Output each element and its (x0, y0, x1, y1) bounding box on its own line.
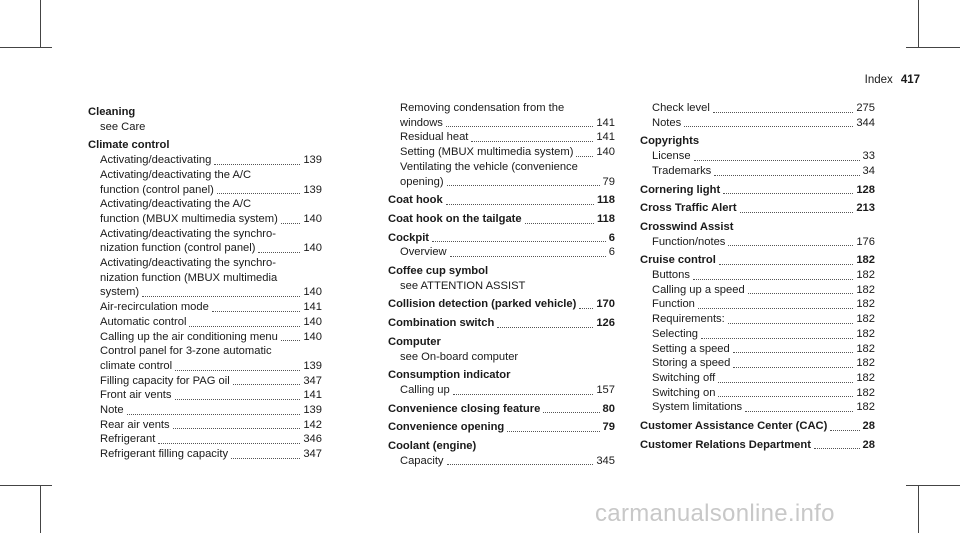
dot-leader (830, 429, 859, 431)
header-title: Index (864, 74, 893, 86)
page-ref: 213 (856, 202, 875, 215)
dot-leader (471, 140, 593, 142)
index-heading: Computer (388, 335, 441, 348)
page-ref: 126 (596, 317, 615, 330)
dot-leader (579, 307, 593, 309)
page-ref: 139 (303, 359, 322, 372)
entry-text: Refrigerant filling capacity (100, 448, 229, 461)
index-heading (640, 438, 875, 453)
dot-leader (714, 174, 859, 176)
index-subentry (640, 400, 875, 415)
dot-leader (175, 369, 300, 371)
index-column-2 (388, 101, 615, 468)
index-subentry (88, 183, 322, 198)
entry-text: Collision detection (parked vehicle) (388, 298, 577, 311)
index-subentry (640, 164, 875, 179)
page-ref: 347 (303, 448, 322, 461)
dot-leader (698, 307, 853, 309)
dot-leader (728, 244, 853, 246)
page-ref: 128 (856, 183, 875, 196)
index-subentry (640, 386, 875, 401)
entry-text: windows (400, 116, 443, 129)
entry-text: Capacity (400, 454, 444, 467)
index-subentry (388, 383, 615, 398)
entry-text: Cornering light (640, 183, 721, 196)
page-ref: 33 (862, 150, 875, 163)
dot-leader (447, 184, 600, 186)
dot-leader (740, 211, 854, 213)
index-subentry (88, 285, 322, 300)
entry-text: Setting a speed (652, 342, 730, 355)
entry-text: Storing a speed (652, 357, 731, 370)
crop-mark (40, 485, 41, 533)
index-subentry (640, 149, 875, 164)
entry-text: Calling up the air conditioning menu (100, 330, 278, 343)
entry-text: Function (652, 298, 695, 311)
page-ref: 118 (596, 212, 615, 225)
page-ref: 347 (303, 374, 322, 387)
index-subentry: Removing condensation from the (400, 102, 565, 114)
index-heading (640, 419, 875, 434)
index-heading: Coffee cup symbol (388, 265, 489, 278)
index-subentry (88, 403, 322, 418)
entry-text: Overview (400, 246, 447, 259)
index-heading (640, 183, 875, 198)
entry-text: Function/notes (652, 235, 726, 248)
page-ref: 182 (856, 313, 875, 326)
page-ref: 139 (303, 404, 322, 417)
page-ref: 28 (862, 438, 875, 451)
entry-text: License (652, 150, 691, 163)
dot-leader (718, 395, 853, 397)
dot-leader (497, 326, 593, 328)
page-ref: 140 (303, 315, 322, 328)
dot-leader (748, 292, 854, 294)
dot-leader (728, 322, 854, 324)
watermark-text: carmanualsonline.info (595, 500, 835, 527)
entry-text: Switching on (652, 386, 716, 399)
page-ref: 141 (596, 131, 615, 144)
crop-mark (906, 485, 960, 486)
entry-text: function (control panel) (100, 183, 214, 196)
index-subentry (388, 454, 615, 469)
entry-text: Calling up (400, 383, 450, 396)
index-subentry: Control panel for 3-zone automatic (100, 345, 272, 358)
entry-text: opening) (400, 175, 444, 188)
dot-leader (158, 442, 300, 444)
page-ref: 182 (856, 269, 875, 282)
index-heading: Climate control (88, 139, 170, 152)
index-subentry (640, 235, 875, 250)
dot-leader (453, 393, 594, 395)
dot-leader (450, 255, 606, 257)
entry-text: Refrigerant (100, 433, 156, 446)
index-subentry (88, 374, 322, 389)
page-ref: 182 (856, 371, 875, 384)
index-subentry (88, 153, 322, 168)
page-ref: 80 (602, 402, 615, 415)
index-subentry: Activating/deactivating the A/C (100, 198, 252, 211)
dot-leader (693, 278, 853, 280)
index-heading (640, 201, 875, 216)
crop-mark (906, 47, 960, 48)
entry-text: Air-recirculation mode (100, 301, 209, 314)
page-ref: 182 (856, 327, 875, 340)
entry-text: Convenience closing feature (388, 402, 541, 415)
index-subentry (388, 175, 615, 190)
crop-mark (0, 485, 52, 486)
entry-text: Calling up a speed (652, 283, 745, 296)
dot-leader (576, 155, 593, 157)
page-ref: 182 (856, 386, 875, 399)
crop-mark (918, 485, 919, 533)
index-subentry: Activating/deactivating the synchro- (100, 227, 276, 240)
page-ref: 182 (856, 357, 875, 370)
page-ref: 140 (303, 286, 322, 299)
index-subentry: see Care (100, 120, 146, 133)
index-subentry (388, 130, 615, 145)
index-subentry: see ATTENTION ASSIST (400, 279, 526, 292)
index-subentry (640, 342, 875, 357)
dot-leader (127, 413, 301, 415)
index-subentry (640, 283, 875, 298)
entry-text: Activating/deactivating (100, 154, 212, 167)
index-heading (388, 402, 615, 417)
entry-text: Coat hook (388, 194, 443, 207)
index-subentry: nization function (MBUX multimedia (100, 271, 278, 284)
page-ref: 140 (303, 242, 322, 255)
dot-leader (446, 125, 593, 127)
dot-leader (733, 366, 853, 368)
dot-leader (212, 310, 301, 312)
crop-mark (0, 47, 52, 48)
page-ref: 275 (856, 102, 875, 114)
entry-text: Requirements: (652, 313, 725, 326)
dot-leader (733, 351, 854, 353)
page-ref: 6 (608, 246, 615, 259)
index-subentry: Ventilating the vehicle (convenience (400, 160, 578, 173)
entry-text: Buttons (652, 269, 690, 282)
index-subentry (88, 432, 322, 447)
entry-text: Note (100, 404, 124, 417)
index-heading: Coolant (engine) (388, 440, 477, 453)
dot-leader (507, 430, 599, 432)
crop-mark (918, 0, 919, 48)
entry-text: Cockpit (388, 231, 430, 244)
page-ref: 6 (608, 231, 615, 244)
entry-text: Setting (MBUX multimedia system) (400, 146, 574, 159)
index-heading: Copyrights (640, 135, 700, 148)
dot-leader (233, 383, 301, 385)
index-subentry (88, 418, 322, 433)
dot-leader (281, 339, 300, 341)
entry-text: Automatic control (100, 315, 187, 328)
index-heading (388, 193, 615, 208)
index-heading (388, 420, 615, 435)
dot-leader (281, 222, 301, 224)
dot-leader (701, 337, 853, 339)
entry-text: Convenience opening (388, 421, 505, 434)
entry-text: Filling capacity for PAG oil (100, 374, 230, 387)
index-subentry (640, 327, 875, 342)
index-subentry (88, 330, 322, 345)
entry-text: Switching off (652, 371, 716, 384)
page-ref: 182 (856, 342, 875, 355)
index-subentry (640, 371, 875, 386)
page-ref: 118 (596, 194, 615, 207)
page-header (865, 74, 920, 86)
page-ref: 141 (596, 116, 615, 129)
page-ref: 79 (602, 421, 615, 434)
index-column-1 (88, 101, 322, 462)
dot-leader (543, 411, 599, 413)
dot-leader (694, 159, 860, 161)
page-ref: 182 (856, 401, 875, 414)
page-ref: 157 (596, 383, 615, 396)
index-heading: Consumption indicator (388, 369, 511, 382)
entry-text: Trademarks (652, 164, 712, 177)
page-number: 417 (900, 74, 920, 86)
page-ref: 28 (862, 420, 875, 433)
index-subentry (388, 245, 615, 260)
entry-text: nization function (control panel) (100, 242, 256, 255)
index-heading (388, 316, 615, 331)
dot-leader (447, 463, 594, 465)
entry-text: System limitations (652, 401, 743, 414)
page-ref: 170 (596, 298, 615, 311)
page-ref: 79 (602, 175, 615, 188)
index-subentry: Activating/deactivating the A/C (100, 168, 252, 181)
entry-text: Coat hook on the tailgate (388, 212, 522, 225)
entry-text: Rear air vents (100, 418, 170, 431)
page-ref: 139 (303, 154, 322, 167)
dot-leader (432, 240, 606, 242)
page-ref: 345 (596, 454, 615, 467)
page-ref: 182 (856, 298, 875, 311)
index-subentry (88, 300, 322, 315)
index-subentry (88, 447, 322, 462)
entry-text: Front air vents (100, 389, 172, 402)
entry-text: Check level (652, 102, 710, 114)
index-subentry (640, 356, 875, 371)
page-ref: 140 (596, 146, 615, 159)
page-ref: 141 (303, 389, 322, 402)
dot-leader (446, 203, 594, 205)
index-heading: Crosswind Assist (640, 220, 734, 233)
entry-text: Customer Assistance Center (CAC) (640, 420, 828, 433)
index-subentry (640, 101, 875, 116)
page-ref: 182 (856, 283, 875, 296)
entry-text: Customer Relations Department (640, 438, 811, 451)
page-ref: 139 (303, 183, 322, 196)
entry-text: Notes (652, 116, 682, 129)
dot-leader (231, 457, 300, 459)
entry-text: Selecting (652, 327, 699, 340)
page-ref: 140 (303, 330, 322, 343)
index-subentry (88, 212, 322, 227)
index-subentry (388, 116, 615, 131)
entry-text: Residual heat (400, 131, 469, 144)
entry-text: Combination switch (388, 317, 495, 330)
index-subentry (88, 241, 322, 256)
dot-leader (175, 398, 301, 400)
index-heading: Cleaning (88, 106, 136, 118)
index-column-3 (640, 101, 875, 452)
dot-leader (214, 163, 300, 165)
dot-leader (142, 295, 300, 297)
index-subentry (640, 312, 875, 327)
page-ref: 142 (303, 418, 322, 431)
dot-leader (684, 125, 853, 127)
dot-leader (718, 381, 853, 383)
dot-leader (719, 263, 853, 265)
index-subentry (88, 315, 322, 330)
page-ref: 34 (862, 164, 875, 177)
page-ref: 182 (856, 254, 875, 267)
entry-text: Cross Traffic Alert (640, 202, 737, 215)
dot-leader (189, 325, 300, 327)
index-subentry (88, 388, 322, 403)
dot-leader (713, 111, 854, 113)
dot-leader (173, 427, 301, 429)
entry-text: function (MBUX multimedia system) (100, 212, 278, 225)
index-heading (388, 297, 615, 312)
page-ref: 141 (303, 301, 322, 314)
page-ref: 344 (856, 116, 875, 129)
dot-leader (723, 192, 853, 194)
entry-text: climate control (100, 359, 173, 372)
dot-leader (258, 251, 300, 253)
index-subentry (388, 145, 615, 160)
dot-leader (525, 222, 594, 224)
entry-text: Cruise control (640, 254, 716, 267)
index-subentry (640, 268, 875, 283)
page-ref: 346 (303, 433, 322, 446)
index-heading (388, 231, 615, 246)
dot-leader (814, 447, 860, 449)
index-subentry: see On-board computer (400, 350, 519, 363)
index-subentry: Activating/deactivating the synchro- (100, 257, 276, 270)
index-heading (640, 253, 875, 268)
dot-leader (217, 192, 301, 194)
index-subentry (640, 297, 875, 312)
crop-mark (40, 0, 41, 48)
index-subentry (640, 116, 875, 131)
dot-leader (745, 410, 853, 412)
index-subentry (88, 359, 322, 374)
page-ref: 176 (856, 235, 875, 248)
entry-text: system) (100, 286, 140, 299)
index-heading (388, 212, 615, 227)
page-ref: 140 (303, 212, 322, 225)
